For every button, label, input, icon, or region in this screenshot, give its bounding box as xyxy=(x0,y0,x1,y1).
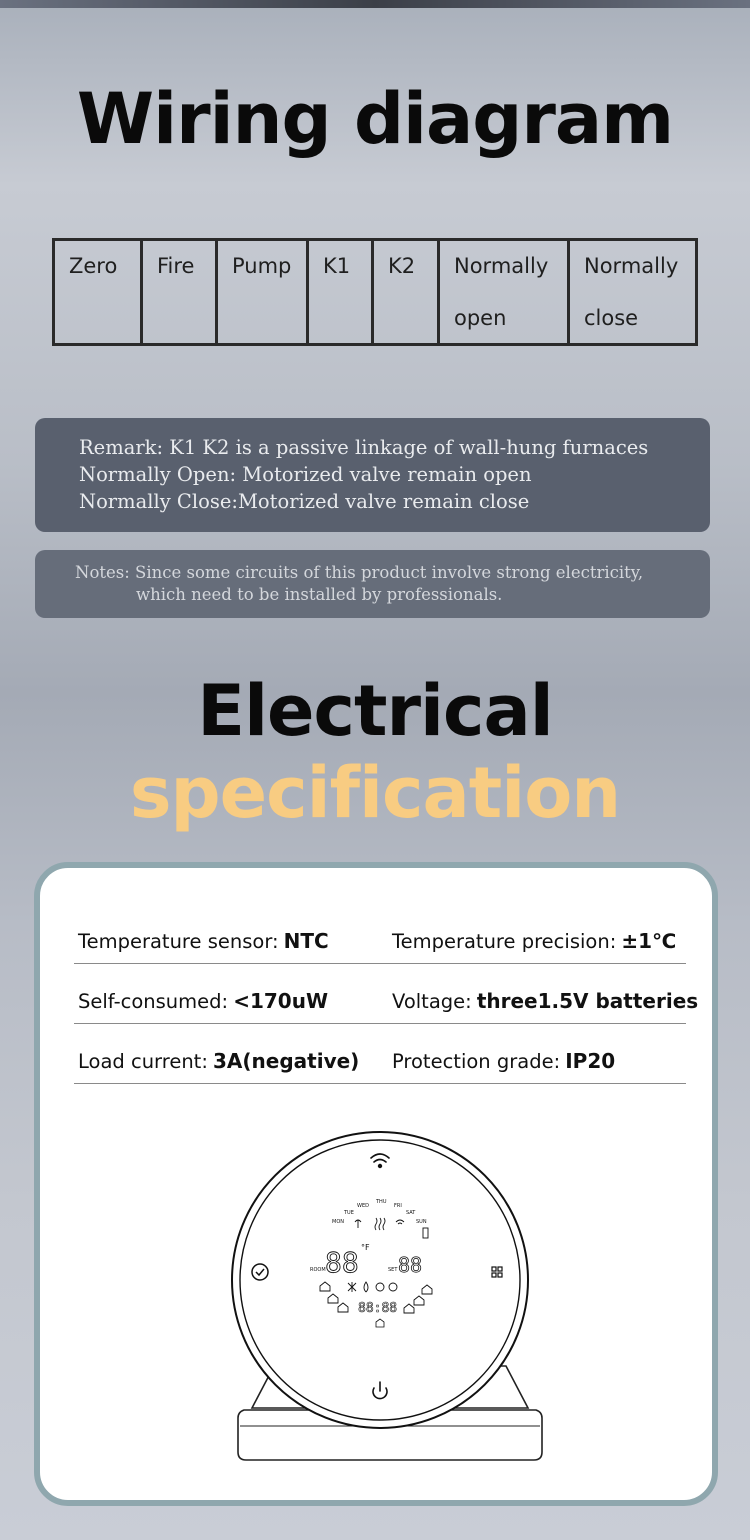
remark-line: Normally Open: Motorized valve remain open xyxy=(79,463,532,486)
day-label-fri: FRI xyxy=(394,1203,402,1209)
room-temperature-digits: 88 xyxy=(325,1246,359,1279)
spec-row xyxy=(74,964,699,1024)
spec-row xyxy=(74,1024,686,1084)
spec-item: Self-consumed: <170uW xyxy=(78,989,329,1013)
day-label-sat: SAT xyxy=(406,1210,416,1216)
day-label-tue: TUE xyxy=(344,1210,354,1216)
remark-line: Normally Close:Motorized valve remain close xyxy=(79,490,530,513)
wiring-terminal-table xyxy=(52,238,698,346)
clock-digits: 88:88 xyxy=(358,1301,398,1316)
spec-item: Temperature precision: ±1℃ xyxy=(392,929,677,953)
spec-item: Voltage: three1.5V batteries xyxy=(392,989,699,1013)
terminal-pump: Pump xyxy=(218,241,309,343)
set-temperature-digits: 88 xyxy=(398,1253,423,1277)
unit-label: °F xyxy=(361,1243,370,1252)
room-label: ROOM xyxy=(310,1267,326,1273)
remark-line: Remark: K1 K2 is a passive linkage of wall-hung furnaces xyxy=(79,436,649,459)
remark-box xyxy=(35,418,710,532)
electrical-title: Electrical xyxy=(197,670,553,752)
terminal-normally-close: Normally close xyxy=(584,254,679,330)
specification-title: specification xyxy=(129,752,621,834)
thermostat-inner-ring xyxy=(240,1140,520,1420)
day-label-mon: MON xyxy=(332,1219,344,1225)
spec-item: Protection grade: IP20 xyxy=(392,1049,616,1073)
thermostat-illustration xyxy=(230,1126,550,1502)
notes-box xyxy=(35,550,710,618)
spec-item: Temperature sensor: NTC xyxy=(78,929,329,953)
terminal-fire: Fire xyxy=(143,241,218,343)
notes-line: Notes: Since some circuits of this product involve strong electricity, xyxy=(75,563,644,582)
terminal-zero: Zero xyxy=(55,241,143,343)
day-label-thu: THU xyxy=(376,1199,387,1205)
wiring-diagram-title: Wiring diagram xyxy=(76,78,674,160)
day-label-sun: SUN xyxy=(416,1219,427,1225)
top-decorative-strip xyxy=(0,0,750,8)
terminal-normally-open: Normally open xyxy=(440,241,570,343)
terminal-k2: K2 xyxy=(374,241,440,343)
day-label-wed: WED xyxy=(357,1203,369,1209)
set-label: SET xyxy=(388,1267,398,1273)
spec-item: Load current: 3A(negative) xyxy=(78,1049,360,1073)
notes-line: which need to be installed by professionals. xyxy=(136,585,503,604)
spec-row xyxy=(74,908,686,964)
terminal-k1: K1 xyxy=(309,241,374,343)
spec-card xyxy=(34,862,718,1506)
